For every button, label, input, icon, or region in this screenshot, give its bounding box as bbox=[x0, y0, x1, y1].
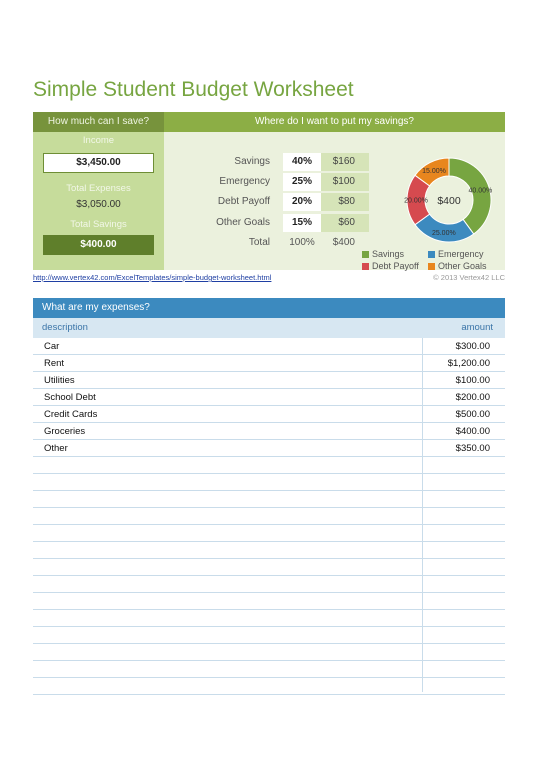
allocation-total-label: Total bbox=[248, 237, 270, 248]
donut-data-label: 25.00% bbox=[431, 230, 456, 238]
table-row[interactable] bbox=[33, 644, 505, 661]
table-row[interactable] bbox=[33, 338, 505, 355]
expenses-header: What are my expenses? bbox=[33, 298, 505, 318]
legend-swatch bbox=[428, 251, 435, 258]
allocation-percent-input[interactable]: 40% bbox=[283, 153, 321, 171]
column-header-amount: amount bbox=[461, 322, 493, 333]
expense-amount[interactable]: $400.00 bbox=[455, 426, 490, 437]
total-expenses-label: Total Expenses bbox=[66, 183, 131, 194]
income-input[interactable]: $3,450.00 bbox=[43, 153, 154, 173]
allocation-row-savings bbox=[164, 153, 374, 171]
table-row[interactable] bbox=[33, 423, 505, 440]
table-row[interactable] bbox=[33, 406, 505, 423]
legend-item-savings bbox=[362, 249, 404, 260]
table-row[interactable] bbox=[33, 372, 505, 389]
expense-amount[interactable]: $300.00 bbox=[455, 341, 490, 352]
table-row[interactable] bbox=[33, 525, 505, 542]
donut-data-label: 15.00% bbox=[422, 168, 446, 176]
expense-description[interactable]: Groceries bbox=[44, 426, 86, 437]
expenses-column-headers bbox=[33, 318, 505, 338]
template-link[interactable]: http://www.vertex42.com/ExcelTemplates/simple-budget-worksheet.html bbox=[33, 273, 272, 282]
allocation-row-debt-payoff bbox=[164, 193, 374, 211]
expense-description[interactable]: Car bbox=[44, 341, 60, 352]
expense-description[interactable]: School Debt bbox=[44, 392, 96, 403]
allocation-total-amount: $400 bbox=[332, 237, 355, 248]
copyright-text: © 2013 Vertex42 LLC bbox=[433, 273, 505, 282]
allocation-row-other-goals bbox=[164, 214, 374, 232]
table-row[interactable] bbox=[33, 678, 505, 695]
donut-center-label: $400 bbox=[437, 195, 461, 207]
legend-label: Savings bbox=[372, 249, 405, 259]
allocation-name: Other Goals bbox=[216, 217, 270, 228]
allocation-percent-input[interactable]: 20% bbox=[283, 193, 321, 211]
legend-label: Debt Payoff bbox=[372, 261, 419, 271]
allocation-name: Savings bbox=[234, 156, 270, 167]
expense-amount[interactable]: $200.00 bbox=[455, 392, 490, 403]
table-row[interactable] bbox=[33, 559, 505, 576]
allocation-amount: $100 bbox=[321, 173, 369, 191]
table-row[interactable] bbox=[33, 610, 505, 627]
savings-allocation-body bbox=[164, 132, 505, 270]
allocation-percent-input[interactable]: 25% bbox=[283, 173, 321, 191]
allocation-amount: $160 bbox=[321, 153, 369, 171]
total-savings-value: $400.00 bbox=[43, 235, 154, 255]
savings-allocation-header: Where do I want to put my savings? bbox=[164, 112, 505, 132]
legend-label: Other Goals bbox=[438, 261, 487, 271]
allocation-name: Emergency bbox=[219, 176, 270, 187]
expense-amount[interactable]: $100.00 bbox=[455, 375, 490, 386]
table-row[interactable] bbox=[33, 440, 505, 457]
page-title: Simple Student Budget Worksheet bbox=[33, 78, 354, 101]
expense-description[interactable]: Credit Cards bbox=[44, 409, 98, 420]
allocation-row-total bbox=[164, 234, 374, 252]
table-row[interactable] bbox=[33, 355, 505, 372]
total-savings-label: Total Savings bbox=[70, 219, 127, 230]
table-row[interactable] bbox=[33, 593, 505, 610]
expense-description[interactable]: Other bbox=[44, 443, 68, 454]
expense-description[interactable]: Utilities bbox=[44, 375, 75, 386]
allocation-percent-input[interactable]: 15% bbox=[283, 214, 321, 232]
savings-donut-chart bbox=[384, 152, 509, 247]
column-divider bbox=[422, 338, 423, 692]
column-header-description: description bbox=[42, 322, 88, 333]
legend-label: Emergency bbox=[438, 249, 484, 259]
donut-data-label: 40.00% bbox=[468, 187, 493, 195]
expense-description[interactable]: Rent bbox=[44, 358, 65, 369]
legend-item-other-goals bbox=[428, 261, 487, 272]
table-row[interactable] bbox=[33, 542, 505, 559]
allocation-row-emergency bbox=[164, 173, 374, 191]
table-row[interactable] bbox=[33, 576, 505, 593]
table-row[interactable] bbox=[33, 661, 505, 678]
expense-amount[interactable]: $350.00 bbox=[455, 443, 490, 454]
summary-panel bbox=[33, 112, 505, 270]
savings-calc-body bbox=[33, 132, 164, 270]
legend-swatch bbox=[362, 251, 369, 258]
savings-calc-header: How much can I save? bbox=[33, 112, 164, 132]
table-row[interactable] bbox=[33, 457, 505, 474]
allocation-amount: $60 bbox=[321, 214, 369, 232]
donut-data-label: 20.00% bbox=[404, 197, 428, 205]
table-row[interactable] bbox=[33, 474, 505, 491]
table-row[interactable] bbox=[33, 627, 505, 644]
expense-amount[interactable]: $1,200.00 bbox=[447, 358, 490, 369]
expenses-table bbox=[33, 338, 505, 695]
legend-item-emergency bbox=[428, 249, 484, 260]
table-row[interactable] bbox=[33, 389, 505, 406]
income-label: Income bbox=[82, 135, 115, 146]
allocation-name: Debt Payoff bbox=[217, 196, 270, 207]
legend-swatch bbox=[362, 263, 369, 270]
expense-amount[interactable]: $500.00 bbox=[455, 409, 490, 420]
allocation-total-percent: 100% bbox=[289, 237, 315, 248]
table-row[interactable] bbox=[33, 491, 505, 508]
legend-swatch bbox=[428, 263, 435, 270]
total-expenses-value: $3,050.00 bbox=[76, 199, 121, 210]
legend-item-debt-payoff bbox=[362, 261, 419, 272]
allocation-amount: $80 bbox=[321, 193, 369, 211]
table-row[interactable] bbox=[33, 508, 505, 525]
